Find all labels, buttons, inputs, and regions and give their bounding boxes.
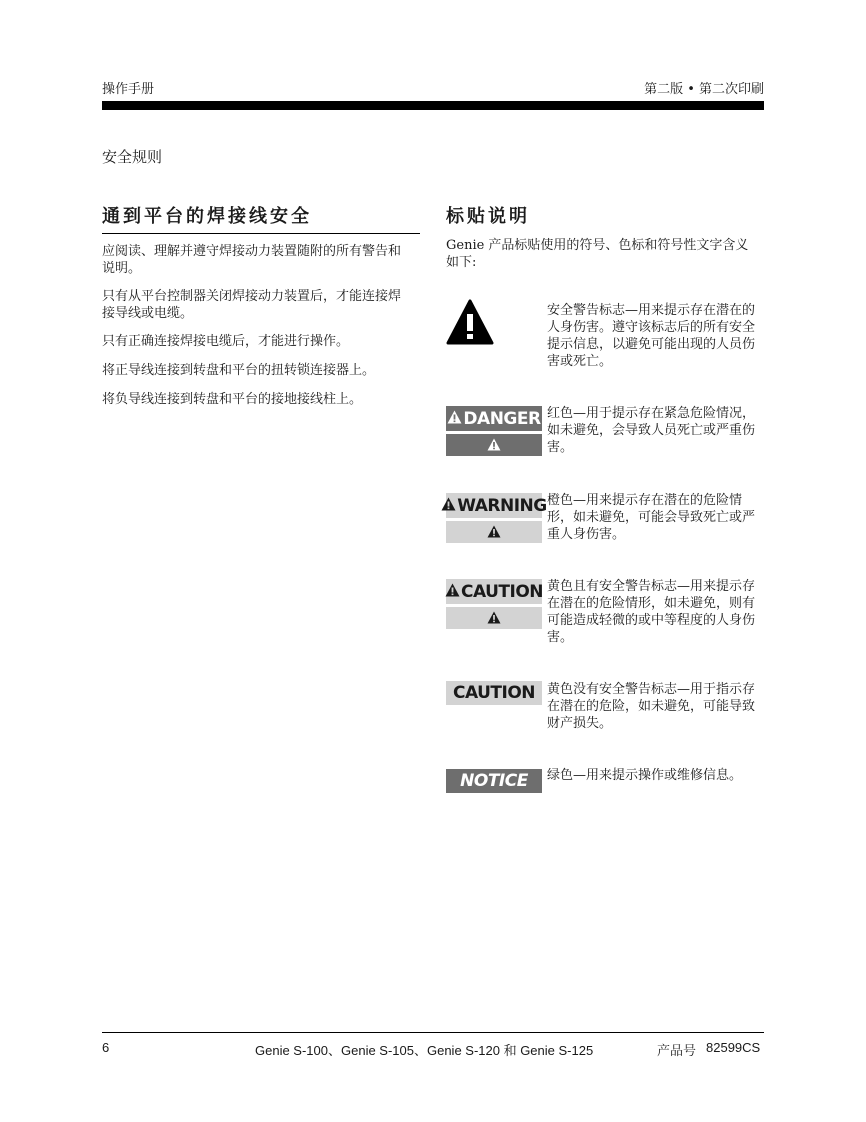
alert-triangle-icon bbox=[447, 409, 462, 429]
edition-info: 第二版 • 第二次印刷 bbox=[644, 82, 764, 97]
alert-triangle-icon bbox=[445, 582, 460, 602]
caution-label bbox=[446, 681, 542, 705]
notice-label-text: NOTICE bbox=[460, 771, 528, 791]
paragraph-4: 将正导线连接到转盘和平台的扭转锁连接器上。 bbox=[102, 363, 376, 378]
section-label: 安全规则 bbox=[102, 148, 163, 166]
heading-underline bbox=[102, 233, 420, 234]
caution-alert-desc: 黄色且有安全警告标志—用来提示存在潜在的危险情形，如未避免，则有可能造成轻微的或中等程度的人身伤害。 bbox=[547, 579, 756, 645]
caution-desc: 黄色没有安全警告标志—用于指示存在潜在的危险，如未避免，可能导致财产损失。 bbox=[547, 682, 756, 731]
paragraph-3: 只有正确连接焊接电缆后，才能进行操作。 bbox=[102, 334, 350, 349]
alert-triangle-icon bbox=[487, 436, 501, 455]
alert-triangle-icon bbox=[487, 609, 501, 628]
danger-desc: 红色—用于提示存在紧急危险情况，如未避免，会导致人员死亡或严重伤害。 bbox=[547, 406, 756, 455]
page-number: 6 bbox=[102, 1040, 110, 1055]
danger-label bbox=[446, 406, 542, 456]
caution-alert-label bbox=[446, 579, 542, 629]
header-rule bbox=[102, 101, 764, 110]
caution-alert-label-text: CAUTION bbox=[461, 581, 544, 602]
alert-triangle-icon bbox=[487, 523, 501, 542]
alert-triangle-icon bbox=[441, 496, 456, 516]
manual-title: 操作手册 bbox=[102, 82, 155, 97]
warning-label bbox=[446, 493, 547, 543]
welding-heading: 通到平台的焊接线安全 bbox=[102, 206, 312, 227]
model-list: Genie S-100、Genie S-105、Genie S-120 和 Genie S-125 bbox=[255, 1043, 594, 1058]
product-number-label: 产品号 bbox=[657, 1043, 697, 1058]
paragraph-1: 应阅读、理解并遵守焊接动力装置随附的所有警告和说明。 bbox=[102, 244, 402, 276]
warning-desc: 橙色—用来提示存在潜在的危险情形，如未避免，可能会导致死亡或严重人身伤害。 bbox=[547, 493, 756, 542]
danger-label-text: DANGER bbox=[463, 408, 541, 429]
paragraph-5: 将负导线连接到转盘和平台的接地接线柱上。 bbox=[102, 392, 363, 407]
notice-desc: 绿色—用来提示操作或维修信息。 bbox=[547, 768, 743, 783]
safety-alert-desc: 安全警告标志—用来提示存在潜在的人身伤害。遵守该标志后的所有安全提示信息，以避免可能出现的人员伤害或死亡。 bbox=[547, 303, 756, 369]
warning-label-text: WARNING bbox=[457, 495, 547, 516]
notice-label bbox=[446, 769, 542, 793]
legend-intro: Genie 产品标贴使用的符号、色标和符号性文字含义如下: bbox=[446, 238, 749, 270]
product-number: 82599CS bbox=[706, 1040, 761, 1055]
paragraph-2: 只有从平台控制器关闭焊接动力装置后，才能连接焊接导线或电缆。 bbox=[102, 289, 402, 321]
label-legend-heading: 标贴说明 bbox=[446, 206, 530, 227]
footer-rule bbox=[102, 1032, 764, 1033]
safety-alert-icon bbox=[446, 298, 494, 346]
caution-label-text: CAUTION bbox=[452, 683, 535, 703]
